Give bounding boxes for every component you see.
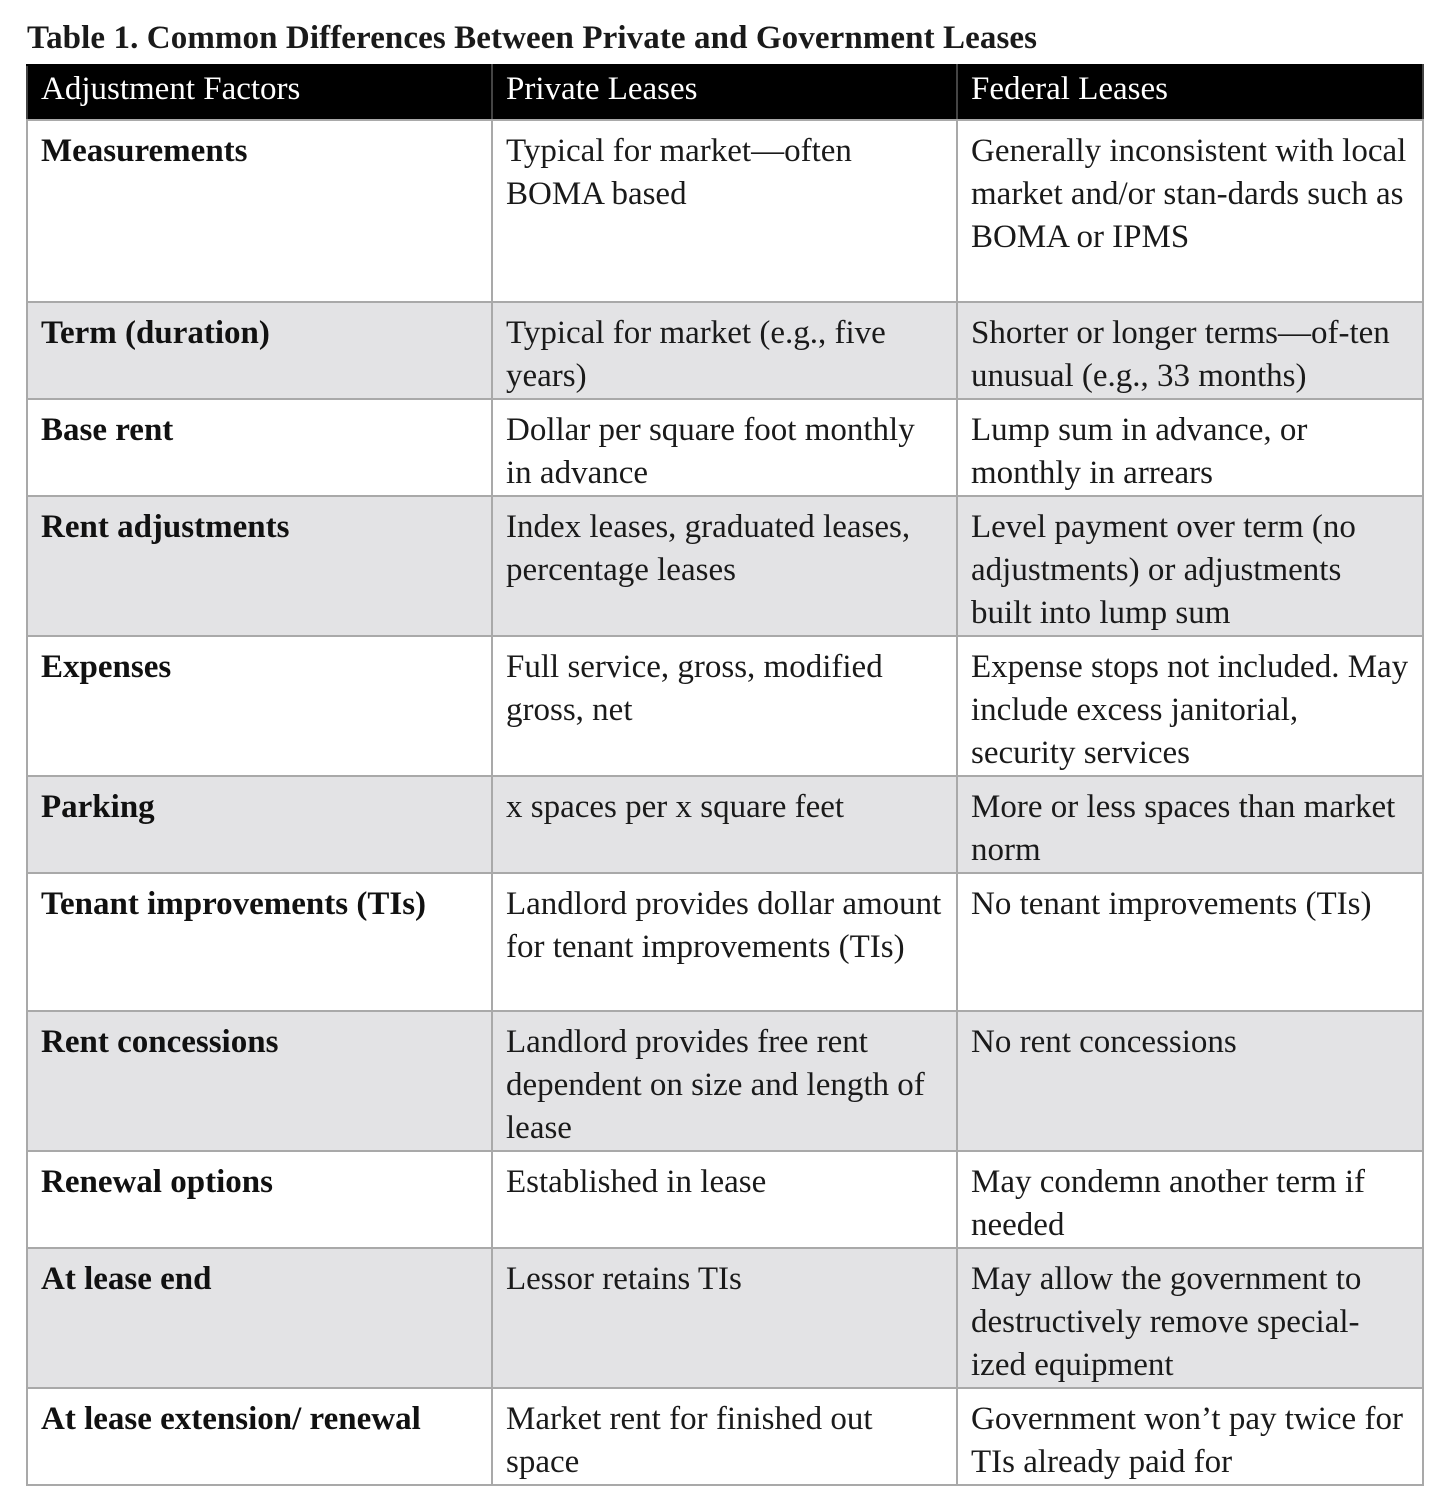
- private-cell: Landlord provides dollar amount for tenant improvements (TIs): [492, 873, 957, 1011]
- private-cell: Full service, gross, modified gross, net: [492, 636, 957, 776]
- table-header: [27, 65, 1423, 120]
- federal-cell: Level payment over term (no adjustments) or adjustments built into lump sum: [957, 496, 1423, 636]
- private-cell: Established in lease: [492, 1151, 957, 1248]
- table-row: [27, 1151, 1423, 1248]
- table-row: [27, 1011, 1423, 1151]
- federal-cell: May condemn another term if needed: [957, 1151, 1423, 1248]
- federal-cell: Expense stops not included. May include excess janitorial, security services: [957, 636, 1423, 776]
- federal-cell: No tenant improvements (TIs): [957, 873, 1423, 1011]
- table-row: [27, 496, 1423, 636]
- factor-cell: Term (duration): [27, 302, 492, 399]
- header-adjustment-factors: Adjustment Factors: [27, 65, 492, 120]
- factor-cell: Measurements: [27, 120, 492, 302]
- private-cell: x spaces per x square feet: [492, 776, 957, 873]
- private-cell: Landlord provides free rent dependent on size and length of lease: [492, 1011, 957, 1151]
- factor-cell: At lease end: [27, 1248, 492, 1388]
- table-caption: Table 1. Common Differences Between Private and Government Leases: [27, 20, 1038, 56]
- private-cell: Lessor retains TIs: [492, 1248, 957, 1388]
- factor-cell: Parking: [27, 776, 492, 873]
- private-cell: Typical for market—often BOMA based: [492, 120, 957, 302]
- factor-cell: Expenses: [27, 636, 492, 776]
- federal-cell: More or less spaces than market norm: [957, 776, 1423, 873]
- factor-cell: Renewal options: [27, 1151, 492, 1248]
- factor-cell: Base rent: [27, 399, 492, 496]
- private-cell: Index leases, graduated leases, percentage leases: [492, 496, 957, 636]
- table-row: [27, 399, 1423, 496]
- private-cell: Typical for market (e.g., five years): [492, 302, 957, 399]
- table-row: [27, 636, 1423, 776]
- private-cell: Market rent for finished out space: [492, 1388, 957, 1485]
- federal-cell: Government won’t pay twice for TIs already paid for: [957, 1388, 1423, 1485]
- factor-cell: At lease extension/ renewal: [27, 1388, 492, 1485]
- federal-cell: Shorter or longer terms—of-ten unusual (e.g., 33 months): [957, 302, 1423, 399]
- table-body: [27, 120, 1423, 1485]
- private-cell: Dollar per square foot monthly in advance: [492, 399, 957, 496]
- lease-comparison-table: [26, 64, 1424, 1486]
- factor-cell: Rent concessions: [27, 1011, 492, 1151]
- header-row: [27, 65, 1423, 120]
- table-row: [27, 776, 1423, 873]
- factor-cell: Tenant improvements (TIs): [27, 873, 492, 1011]
- federal-cell: May allow the government to destructively remove special-ized equipment: [957, 1248, 1423, 1388]
- table-row: [27, 873, 1423, 1011]
- factor-cell: Rent adjustments: [27, 496, 492, 636]
- header-federal-leases: Federal Leases: [957, 65, 1423, 120]
- table-row: [27, 120, 1423, 302]
- table-row: [27, 1248, 1423, 1388]
- federal-cell: Lump sum in advance, or monthly in arrears: [957, 399, 1423, 496]
- table-row: [27, 302, 1423, 399]
- table-row: [27, 1388, 1423, 1485]
- federal-cell: No rent concessions: [957, 1011, 1423, 1151]
- federal-cell: Generally inconsistent with local market and/or stan-dards such as BOMA or IPMS: [957, 120, 1423, 302]
- header-private-leases: Private Leases: [492, 65, 957, 120]
